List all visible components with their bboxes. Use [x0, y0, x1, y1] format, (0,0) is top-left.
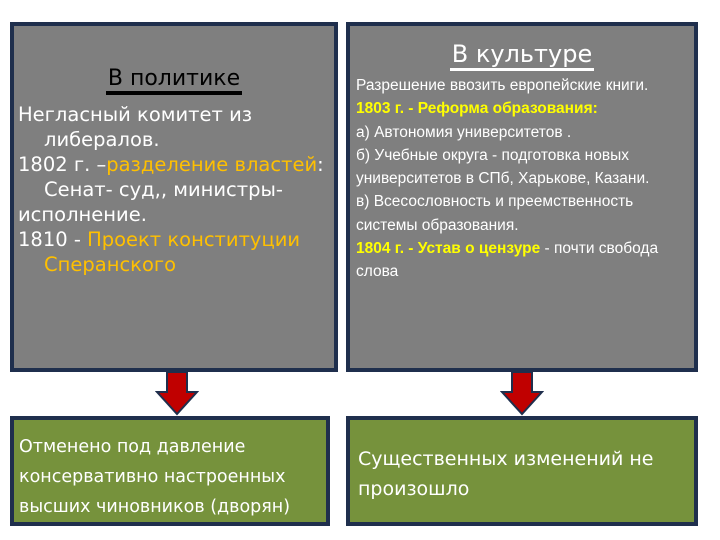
culture-item-districts: б) Учебные округа - подготовка новых университетов в СПб, Харькове, Казани.	[356, 146, 650, 188]
politics-item-1802	[18, 152, 328, 202]
politics-1810-year: 1810 -	[18, 228, 88, 251]
arrow-down-icon	[500, 372, 544, 416]
culture-censorship-charter: 1804 г. - Устав о цензуре	[356, 240, 541, 258]
culture-item-books: Разрешение ввозить европейские книги.	[356, 77, 649, 94]
politics-box	[10, 22, 338, 372]
politics-item-committee: Негласный комитет из либералов.	[18, 103, 253, 151]
culture-body	[356, 74, 688, 284]
politics-result-box	[10, 416, 330, 526]
culture-item-autonomy: а) Автономия университетов .	[356, 123, 572, 141]
culture-result-box	[346, 416, 698, 526]
politics-speransky-project: Проект конституции Сперанского	[44, 228, 301, 276]
politics-separation-of-powers: разделение властей	[106, 153, 318, 176]
politics-heading	[14, 66, 334, 91]
culture-box	[346, 22, 698, 372]
politics-heading-text: В политике	[106, 66, 242, 95]
arrow-down-icon	[155, 372, 199, 416]
culture-freedom-of-speech: - почти свобода слова	[356, 240, 659, 281]
culture-item-1803-reform: 1803 г. - Реформа образования:	[356, 100, 598, 118]
politics-item-1810	[18, 227, 328, 277]
politics-result-text: Отменено под давление консервативно настроенных высших чиновников (дворян)	[19, 437, 291, 517]
politics-body	[18, 102, 328, 277]
politics-1802-year: 1802 г. –	[18, 153, 107, 176]
culture-result-text: Существенных изменений не произошло	[358, 448, 654, 500]
culture-item-1804	[356, 237, 688, 284]
politics-item-execution: исполнение.	[18, 203, 147, 226]
culture-item-continuity: в) Всесословность и преемственность системы образования.	[356, 193, 634, 234]
culture-heading-text: В культуре	[450, 40, 594, 71]
culture-heading	[350, 40, 694, 68]
politics-1802-details: : Сенат- суд,, министры-	[44, 153, 324, 201]
